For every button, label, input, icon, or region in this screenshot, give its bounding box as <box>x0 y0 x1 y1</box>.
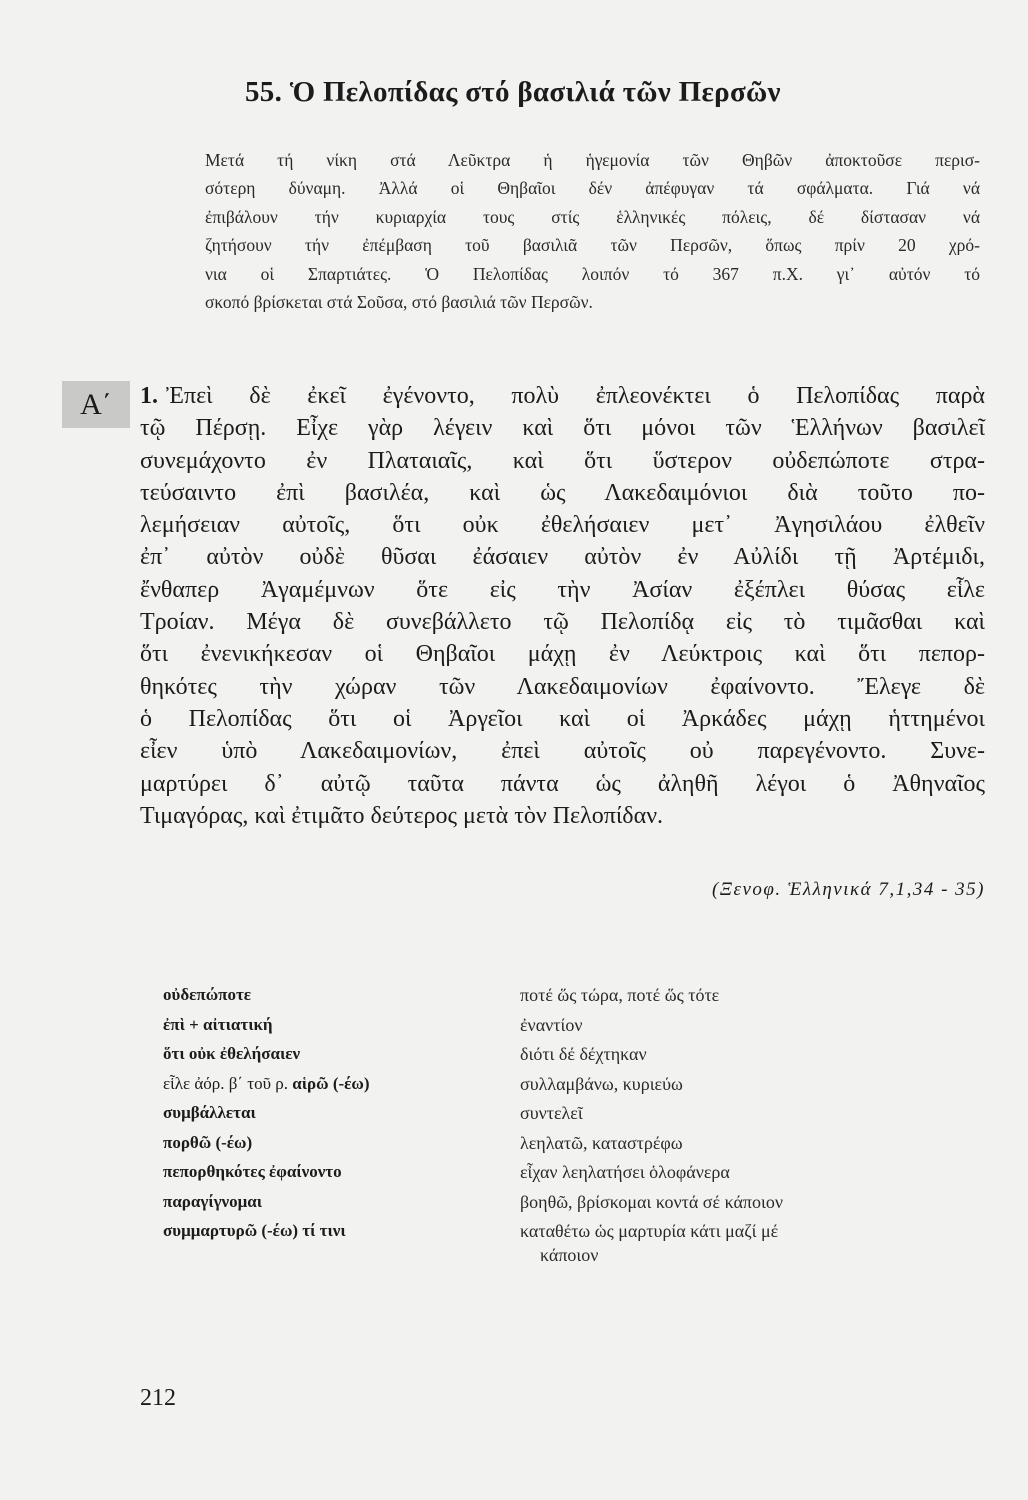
glossary-definition: λεηλατῶ, καταστρέφω <box>520 1132 683 1153</box>
glossary-definition: ἐναντίον <box>520 1014 583 1035</box>
passage-line: Τιμαγόρας, καὶ ἐτιμᾶτο δεύτερος μετὰ τὸν Πελοπίδαν. <box>140 802 664 829</box>
glossary-definition: βοηθῶ, βρίσκομαι κοντά σέ κάποιον <box>520 1191 783 1212</box>
glossary-term: πορθῶ (-έω) <box>163 1132 253 1152</box>
glossary-term <box>163 1074 370 1094</box>
greek-passage <box>140 380 985 832</box>
glossary-definition-continuation: κάποιον <box>540 1245 599 1265</box>
glossary-term: συμβάλλεται <box>163 1103 256 1122</box>
intro-line: σότερη δύναμη. Ἀλλά οἱ Θηβαῖοι δέν ἀπέφυγαν τά σφάλματα. Γιά νά <box>205 178 980 199</box>
glossary-term: παραγίγνομαι <box>163 1191 263 1211</box>
passage-line: λεμήσειαν αὐτοῖς, ὅτι οὐκ ἐθελήσαιεν μετ᾽ Ἀγησιλάου ἐλθεῖν <box>140 512 985 539</box>
glossary-term: οὐδεπώποτε <box>163 985 252 1004</box>
passage-line: συνεμάχοντο ἐν Πλαταιαῖς, καὶ ὅτι ὕστερον οὐδεπώποτε στρα- <box>140 447 985 474</box>
passage-line: μαρτύρει δ᾽ αὐτῷ ταῦτα πάντα ὡς ἀληθῆ λέγοι ὁ Ἀθηναῖος <box>140 770 985 797</box>
passage-line: θηκότες τὴν χώραν τῶν Λακεδαιμονίων ἐφαίνοντο. Ἔλεγε δὲ <box>140 673 985 700</box>
passage-line: ὁ Πελοπίδας ὅτι οἱ Ἀργεῖοι καὶ οἱ Ἀρκάδες μάχῃ ἡττημένοι <box>140 705 985 732</box>
intro-line: σκοπό βρίσκεται στά Σοῦσα, στό βασιλιά τῶν Περσῶν. <box>205 292 593 313</box>
glossary-row <box>163 1192 963 1222</box>
passage-line: ἐπ᾽ αὐτὸν οὐδὲ θῦσαι ἐάσαιεν αὐτὸν ἐν Αὐλίδι τῇ Ἀρτέμιδι, <box>140 544 985 571</box>
glossary-term: ὅτι οὐκ ἐθελήσαιεν <box>163 1044 301 1063</box>
intro-line: νια οἱ Σπαρτιάτες. Ὁ Πελοπίδας λοιπόν τό 367 π.Χ. γι᾽ αὐτόν τό <box>205 263 980 284</box>
passage-line: ἔνθαπερ Ἀγαμέμνων ὅτε εἰς τὴν Ἀσίαν ἐξέπλει θύσας εἷλε <box>140 576 985 603</box>
source-citation: (Ξενοφ. Ἑλληνικά 7,1,34 - 35) <box>712 879 985 900</box>
glossary-term-plain: εἷλε ἀόρ. β΄ τοῦ ρ. <box>163 1073 289 1093</box>
glossary-term-bold: αἱρῶ (-έω) <box>288 1073 370 1093</box>
glossary-definition: συντελεῖ <box>520 1103 583 1123</box>
glossary-row <box>163 1074 963 1104</box>
glossary-row <box>163 1221 963 1265</box>
intro-paragraph <box>205 146 980 316</box>
glossary-definition: διότι δέ δέχτηκαν <box>520 1044 647 1064</box>
glossary-term: συμμαρτυρῶ (-έω) τί τινι <box>163 1221 346 1240</box>
glossary-definition: ποτέ ὥς τώρα, ποτέ ὥς τότε <box>520 985 720 1005</box>
passage-line: εἶεν ὑπὸ Λακεδαιμονίων, ἐπεὶ αὐτοῖς οὐ παρεγένοντο. Συνε- <box>140 738 985 765</box>
glossary-term: πεπορθηκότες ἐφαίνοντο <box>163 1162 342 1181</box>
passage-line <box>140 380 985 412</box>
glossary-definition-line: καταθέτω ὡς μαρτυρία κάτι μαζί μέ <box>520 1221 779 1241</box>
page-number: 212 <box>140 1385 176 1411</box>
glossary-term: ἐπὶ + αἰτιατική <box>163 1014 273 1034</box>
glossary-definition <box>520 1221 778 1266</box>
passage-number: 1. <box>140 383 158 409</box>
intro-line: ἐπιβάλουν τήν κυριαρχία τους στίς ἑλληνικές πόλεις, δέ δίστασαν νά <box>205 206 980 227</box>
passage-line: τῷ Πέρσῃ. Εἶχε γὰρ λέγειν καὶ ὅτι μόνοι τῶν Ἑλλήνων βασιλεῖ <box>140 415 985 442</box>
intro-line: ζητήσουν τήν ἐπέμβαση τοῦ βασιλιᾶ τῶν Περσῶν, ὅπως πρίν 20 χρό- <box>205 235 980 256</box>
intro-line: Μετά τή νίκη στά Λεῦκτρα ἡ ἡγεμονία τῶν Θηβῶν ἀποκτοῦσε περισ- <box>205 150 980 170</box>
passage-line: τεύσαιντο ἐπὶ βασιλέα, καὶ ὡς Λακεδαιμόνιοι διὰ τοῦτο πο- <box>140 479 985 506</box>
glossary-row <box>163 985 963 1015</box>
glossary-row <box>163 1103 963 1133</box>
glossary-definition: εἶχαν λεηλατήσει ὁλοφάνερα <box>520 1162 730 1182</box>
passage-line: ὅτι ἐνενικήκεσαν οἱ Θηβαῖοι μάχῃ ἐν Λεύκτροις καὶ ὅτι πεπορ- <box>140 641 985 668</box>
section-marker: Α΄ <box>62 381 130 428</box>
passage-line: Τροίαν. Μέγα δὲ συνεβάλλετο τῷ Πελοπίδᾳ εἰς τὸ τιμᾶσθαι καὶ <box>140 609 985 636</box>
glossary-row <box>163 1015 963 1045</box>
glossary-row <box>163 1044 963 1074</box>
chapter-title: 55. Ὁ Πελοπίδας στό βασιλιά τῶν Περσῶν <box>245 76 781 108</box>
passage-line-text: Ἐπεὶ δὲ ἐκεῖ ἐγένοντο, πολὺ ἐπλεονέκτει ὁ Πελοπίδας παρὰ <box>166 383 985 409</box>
glossary-definition: συλλαμβάνω, κυριεύω <box>520 1073 683 1094</box>
glossary-row <box>163 1133 963 1163</box>
glossary <box>163 985 963 1265</box>
glossary-row <box>163 1162 963 1192</box>
